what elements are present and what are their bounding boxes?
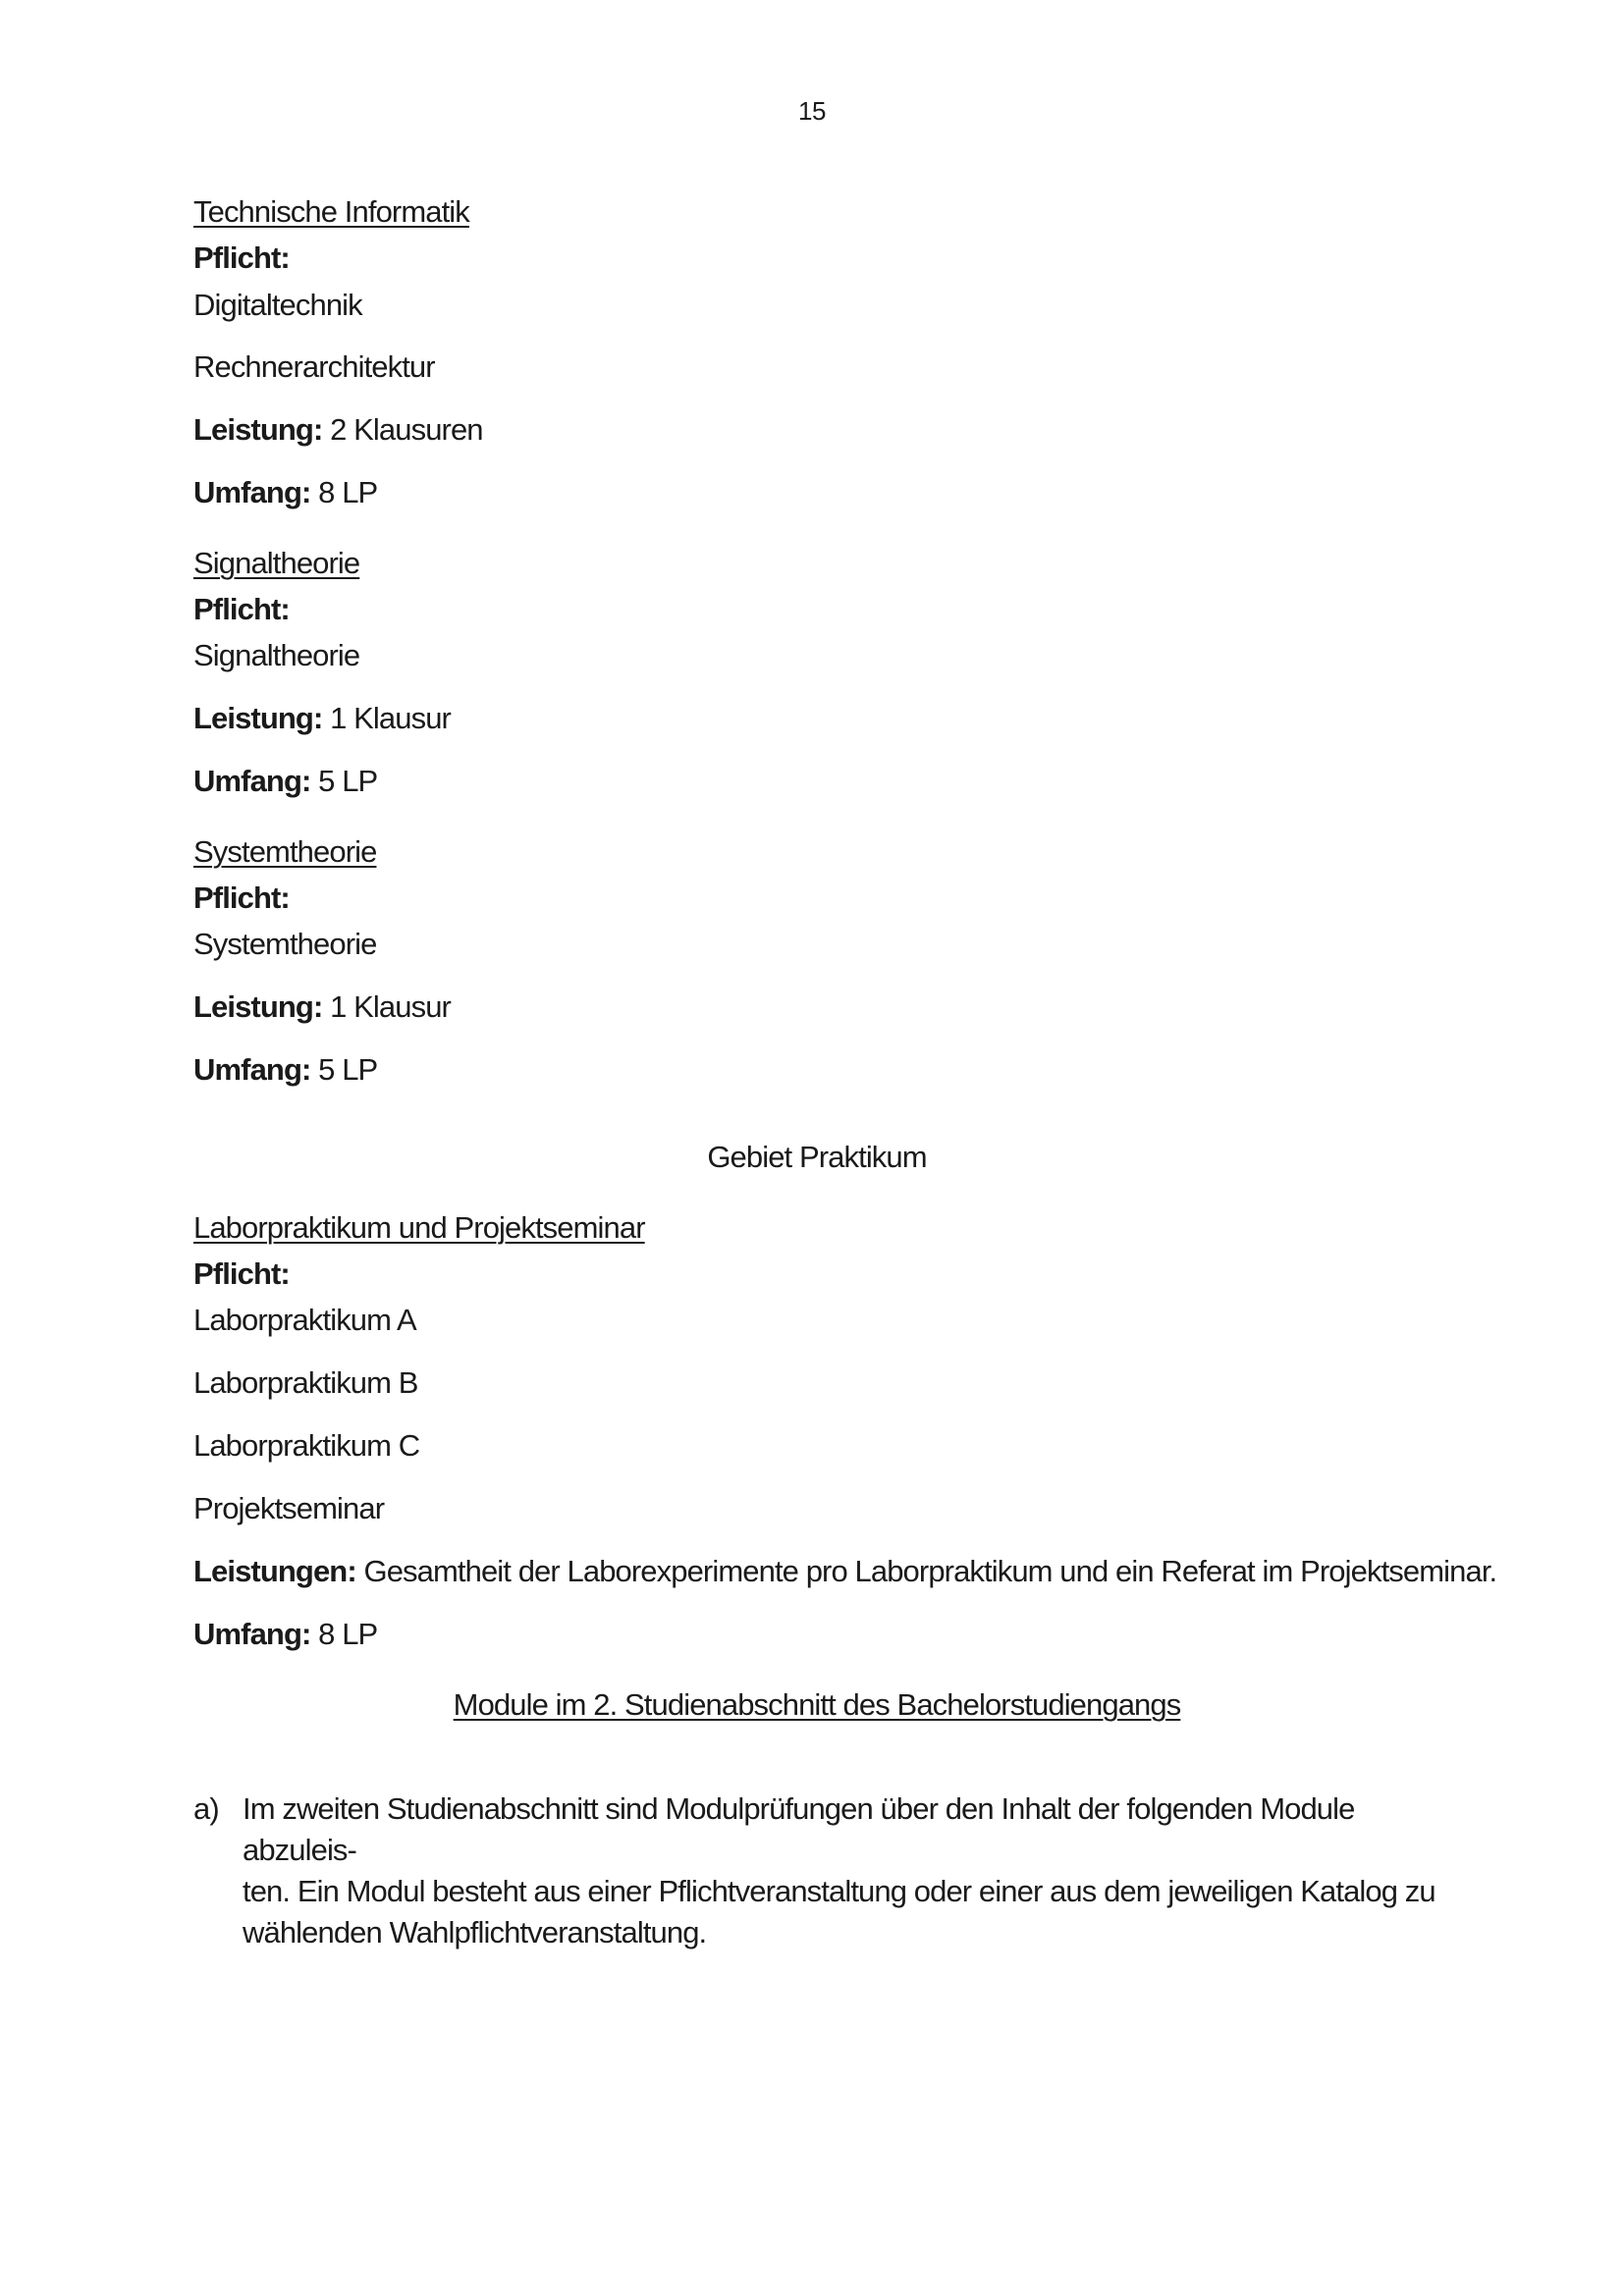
leistung-line [193, 700, 451, 737]
leistungen-label: Leistungen: [193, 1554, 356, 1588]
module-title-laborpraktikum: Laborpraktikum und Projektseminar [193, 1210, 645, 1245]
leistungen-value: Gesamtheit der Laborexperimente pro Laborpraktikum und ein Referat im Projektseminar. [355, 1554, 1497, 1588]
course-item: Laborpraktikum C [193, 1428, 420, 1463]
course-item: Projektseminar [193, 1491, 385, 1525]
course-item: Laborpraktikum A [193, 1303, 416, 1337]
leistung-value: 2 Klausuren [322, 412, 483, 447]
course-item: Laborpraktikum B [193, 1365, 418, 1400]
leistung-label: Leistung: [193, 701, 323, 735]
umfang-value: 5 LP [310, 1052, 378, 1087]
course-item: Signaltheorie [193, 638, 360, 672]
umfang-value: 8 LP [310, 1617, 378, 1651]
leistung-value: 1 Klausur [322, 701, 451, 735]
leistung-line [193, 411, 483, 449]
umfang-line [193, 474, 377, 511]
leistungen-line [193, 1553, 1496, 1590]
pflicht-label: Pflicht: [193, 1256, 290, 1291]
umfang-label: Umfang: [193, 1617, 311, 1651]
module-title-signaltheorie: Signaltheorie [193, 546, 360, 580]
module-title-systemtheorie: Systemtheorie [193, 834, 377, 869]
leistung-label: Leistung: [193, 989, 323, 1024]
enumeration-line: wählenden Wahlpflichtveranstaltung. [243, 1915, 707, 1949]
umfang-line [193, 1051, 377, 1089]
section-heading-studienabschnitt-2: Module im 2. Studienabschnitt des Bachelorstudiengangs [453, 1687, 1181, 1722]
umfang-value: 5 LP [310, 764, 378, 798]
umfang-value: 8 LP [310, 475, 378, 509]
pflicht-label: Pflicht: [193, 240, 290, 275]
enumeration-line: ten. Ein Modul besteht aus einer Pflichtveranstaltung oder einer aus dem jeweiligen Katalog zu [243, 1874, 1435, 1908]
umfang-label: Umfang: [193, 475, 311, 509]
enumeration-line: Im zweiten Studienabschnitt sind Modulprüfungen über den Inhalt der folgenden Module abzuleis- [243, 1791, 1355, 1867]
pflicht-label: Pflicht: [193, 881, 290, 915]
course-item: Digitaltechnik [193, 288, 362, 322]
enumeration-label: a) [193, 1791, 219, 1826]
enumeration-text [243, 1789, 1440, 1953]
module-title-technische-informatik: Technische Informatik [193, 194, 469, 229]
leistung-value: 1 Klausur [322, 989, 451, 1024]
course-item: Systemtheorie [193, 927, 377, 961]
leistung-label: Leistung: [193, 412, 323, 447]
umfang-line [193, 1616, 377, 1653]
umfang-line [193, 763, 377, 800]
umfang-label: Umfang: [193, 764, 311, 798]
leistung-line [193, 988, 451, 1026]
umfang-label: Umfang: [193, 1052, 311, 1087]
pflicht-label: Pflicht: [193, 592, 290, 626]
section-heading-praktikum: Gebiet Praktikum [707, 1140, 927, 1174]
page-number: 15 [798, 96, 826, 126]
course-item: Rechnerarchitektur [193, 349, 435, 384]
